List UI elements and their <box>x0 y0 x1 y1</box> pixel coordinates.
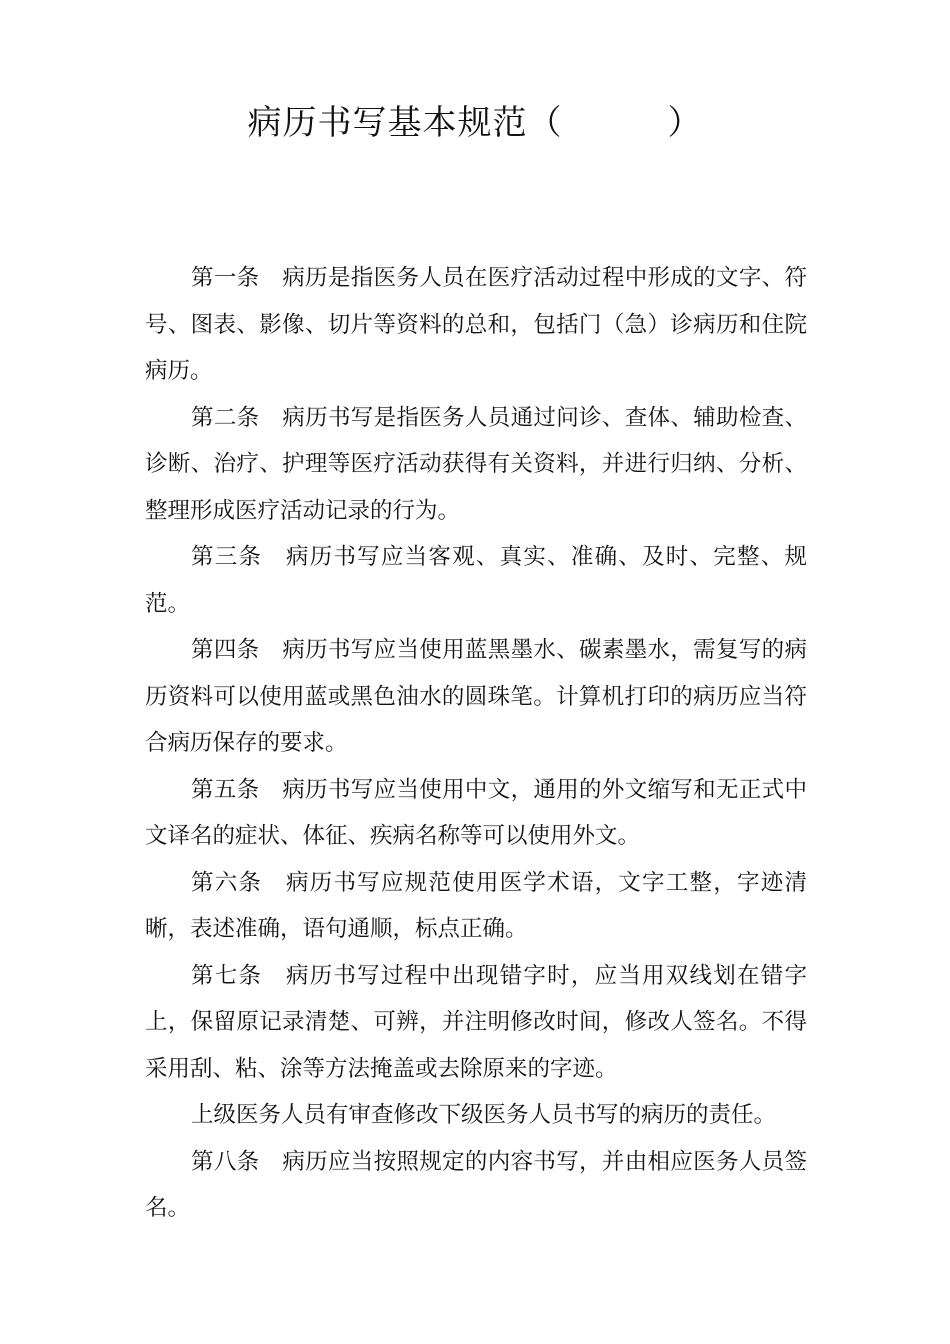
article-paragraph <box>145 953 807 1093</box>
article-number: 第三条 <box>191 544 263 570</box>
article-text: 病历书写应当使用蓝黑墨水、碳素墨水，需复写的病历资料可以使用蓝或黑色油水的圆珠笔。计算机打印的病历应当符合病历保存的要求。 <box>145 637 807 756</box>
article-text: 上级医务人员有审查修改下级医务人员书写的病历的责任。 <box>191 1102 777 1128</box>
document-title: 病历书写基本规范（ ） <box>247 103 703 143</box>
article-paragraph <box>145 1139 807 1232</box>
continuation-paragraph <box>145 1092 807 1139</box>
article-paragraph <box>145 395 807 535</box>
article-number: 第六条 <box>191 869 263 896</box>
article-paragraph <box>145 534 807 627</box>
article-text: 病历书写过程中出现错字时，应当用双线划在错字上，保留原记录清楚、可辨，并注明修改时间，修改人签名。不得采用刮、粘、涂等方法掩盖或去除原来的字迹。 <box>145 962 807 1082</box>
article-number: 第二条 <box>191 404 260 431</box>
article-text: 病历是指医务人员在医疗活动过程中形成的文字、符号、图表、影像、切片等资料的总和，包括门（急）诊病历和住院病历。 <box>145 265 807 384</box>
article-text: 病历应当按照规定的内容书写，并由相应医务人员签名。 <box>145 1148 807 1221</box>
article-text: 病历书写应当使用中文，通用的外文缩写和无正式中文译名的症状、体征、疾病名称等可以使用外文。 <box>145 776 807 849</box>
article-number: 第七条 <box>191 962 263 989</box>
article-number: 第四条 <box>191 637 260 663</box>
article-text: 病历书写应当客观、真实、准确、及时、完整、规范。 <box>145 544 807 617</box>
article-text: 病历书写是指医务人员通过问诊、查体、辅助检查、诊断、治疗、护理等医疗活动获得有关资料，并进行归纳、分析、整理形成医疗活动记录的行为。 <box>145 404 807 524</box>
article-number: 第八条 <box>191 1148 260 1175</box>
article-paragraph <box>145 255 807 395</box>
article-paragraph <box>145 767 807 860</box>
article-paragraph <box>145 860 807 953</box>
document-subtitle <box>0 212 950 240</box>
article-number: 第五条 <box>191 776 260 803</box>
article-number: 第一条 <box>191 265 260 291</box>
article-text: 病历书写应规范使用医学术语，文字工整，字迹清晰，表述准确，语句通顺，标点正确。 <box>145 869 807 942</box>
document-body <box>145 255 807 1232</box>
article-paragraph <box>145 627 807 767</box>
